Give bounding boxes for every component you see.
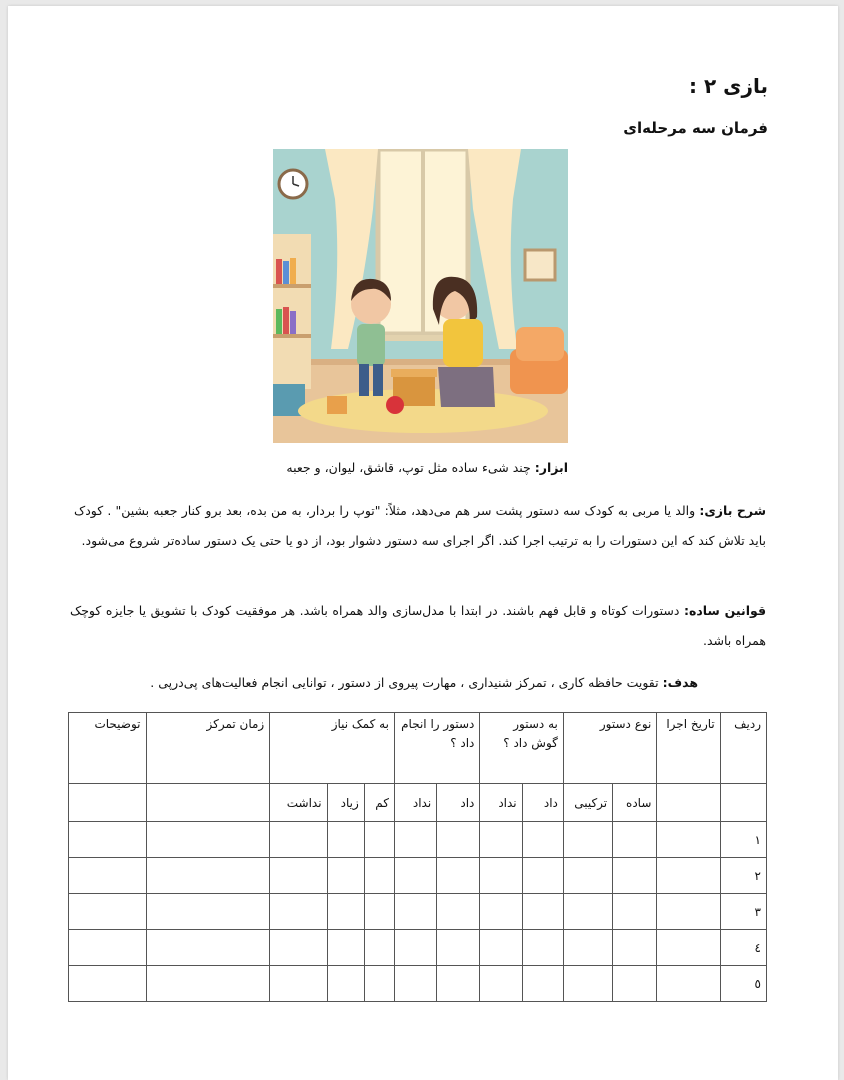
description-text: والد یا مربی به کودک سه دستور پشت سر هم می‌دهد، مثلاً: "توپ را بردار، به من بده، بعد برو کنار جعبه بشین" . کودک باید تلاش کند که این دستورات را به ترتیب اجرا کند. اگر اجرای سه دستور دشوار بود، از دو یا حتی یک دستور ساده‌تر شروع می‌شود. [74,503,766,548]
subheader-listened-gave: داد [522,784,563,822]
row-number: ٣ [720,894,766,930]
table-row [69,930,767,966]
tools-label: ابزار: [534,460,568,475]
header-focus-time: زمان تمرکز [146,713,270,784]
subheader-performed-gave: داد [437,784,480,822]
subheader-compound: ترکیبی [563,784,612,822]
illustration-image [273,149,568,443]
subheader-simple: ساده [613,784,657,822]
description-paragraph [74,496,766,556]
game-subtitle: فرمان سه مرحله‌ای [623,119,768,137]
header-performed: دستور را انجام داد ؟ [394,713,479,784]
tools-paragraph [68,453,568,483]
illustration-parent-child-playing [273,149,568,443]
goal-label: هدف: [662,675,698,690]
tools-text: چند شیء ساده مثل توپ، قاشق، لیوان، و جعبه [286,460,535,475]
goal-paragraph [68,668,698,698]
rules-label: قوانین ساده: [683,603,767,618]
table-subheader-row [69,784,767,822]
header-command-type: نوع دستور [563,713,657,784]
description-label: شرح بازی: [699,503,767,518]
header-date: تاریخ اجرا [657,713,720,784]
table-row [69,858,767,894]
header-row-number: ردیف [720,713,766,784]
row-number: ١ [720,822,766,858]
header-help-needed: به کمک نیاز [270,713,395,784]
rules-paragraph [70,596,766,656]
goal-text: تقویت حافظه کاری ، تمرکز شنیداری ، مهارت پیروی از دستور ، توانایی انجام فعالیت‌های پی‌درپی . [150,675,663,690]
table-row [69,822,767,858]
subheader-performed-not-gave: نداد [394,784,436,822]
row-number: ٥ [720,966,766,1002]
subheader-help-low: کم [364,784,394,822]
header-notes: توضیحات [69,713,147,784]
table-row [69,966,767,1002]
game-title: بازی ۲ : [688,74,768,98]
tracking-table [68,712,767,1002]
subheader-help-none: نداشت [270,784,327,822]
rules-text: دستورات کوتاه و قابل فهم باشند. در ابتدا با مدل‌سازی والد همراه باشد. هر موفقیت کودک با تشویق یا جایزه کوچک همراه باشد. [70,603,766,648]
subheader-listened-not-gave: نداد [480,784,522,822]
worksheet-page [8,6,838,1080]
table-row [69,894,767,930]
subheader-help-high: زیاد [327,784,364,822]
row-number: ٢ [720,858,766,894]
row-number: ٤ [720,930,766,966]
header-listened: به دستور گوش داد ؟ [480,713,563,784]
table-header-row [69,713,767,784]
